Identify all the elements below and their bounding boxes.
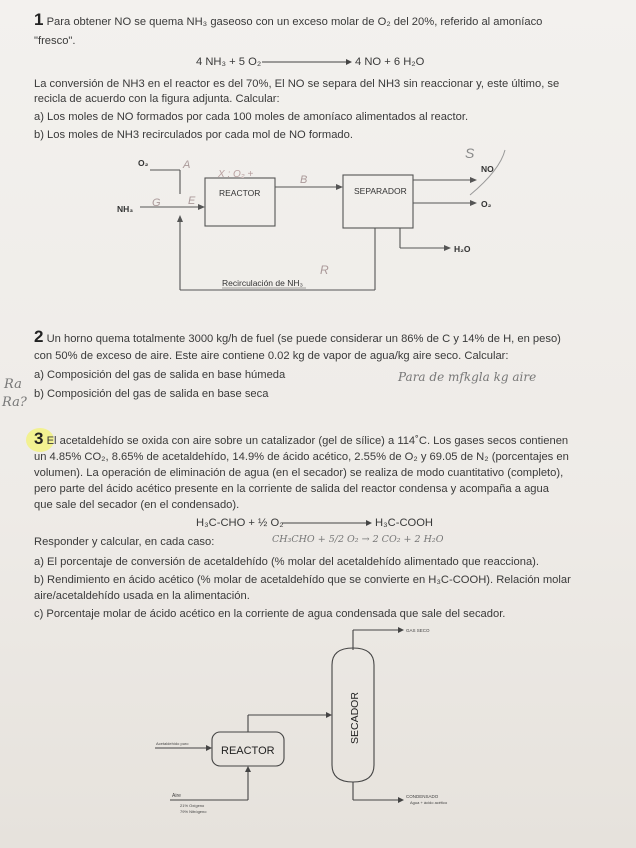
- separator-box: [343, 175, 413, 228]
- problem-1-text-1: Para obtener NO se quema NH₃ gaseoso con un exceso molar de O₂ del 20%, referido al amoníaco: [46, 16, 543, 28]
- hand-label-a: A: [183, 159, 191, 171]
- problem-3-line-6: Responder y calcular, en cada caso:: [34, 536, 215, 548]
- recirculation-label: Recirculación de NH₃: [222, 278, 303, 288]
- problem-3-line-2: un 4.85% CO₂, 8.65% de acetaldehído, 14.9% de ácido acético, 2.55% de O₂ y 69.05 de N₂ (porcentajes en: [34, 451, 569, 463]
- problem-3-number: 3: [34, 429, 44, 448]
- problem-1-question-a: a) Los moles de NO formados por cada 100 moles de amoníaco alimentados al reactor.: [34, 111, 469, 123]
- problem-3-text-1: El acetaldehído se oxida con aire sobre un catalizador (gel de sílice) a 114˚C. Los gases secos contienen: [46, 435, 569, 447]
- hand-label-e: E: [188, 195, 196, 207]
- hand-label-s: S: [465, 145, 475, 161]
- acetaldehyde-label: Acetaldehído puro: [156, 741, 189, 746]
- no-out-label: NO: [481, 164, 494, 174]
- problem-3-line-3: volumen). La operación de eliminación de agua (en el secador) se realiza de modo cuantitativo (completo),: [34, 467, 564, 479]
- reactor-box: [205, 178, 275, 226]
- problem-3-hand-equation: CH₃CHO + 5/2 O₂ → 2 CO₂ + 2 H₂O: [272, 534, 444, 545]
- reactor-3-label: REACTOR: [221, 745, 275, 757]
- problem-3-question-b-1: b) Rendimiento en ácido acético (% molar de acetaldehído que se convierte en H₃C-COOH). Relación molar: [34, 574, 571, 586]
- dryer-label: SECADOR: [349, 692, 361, 744]
- problem-2-number: 2: [34, 327, 44, 346]
- problem-1-number: 1: [34, 10, 44, 29]
- problem-2-hand-margin-1: Ra: [4, 377, 22, 392]
- air-composition-2: 79% Nitrógeno: [180, 809, 207, 814]
- condensate-label-2: Agua + ácido acético: [410, 800, 448, 805]
- problem-1-question-b: b) Los moles de NH3 recirculados por cada mol de NO formado.: [34, 129, 353, 141]
- hand-label-r: R: [320, 263, 329, 277]
- nh3-label: NH₃: [117, 204, 134, 214]
- hand-label-g: G: [152, 197, 161, 209]
- equation-3-arrow: [282, 518, 372, 528]
- hand-label-b: B: [300, 174, 308, 186]
- gas-seco-label: GAS SECO: [406, 628, 430, 633]
- problem-1-line-4: recicla de acuerdo con la figura adjunta. Calcular:: [34, 93, 280, 105]
- problem-1-line-2: "fresco".: [34, 35, 76, 47]
- problem-1-equation-left: 4 NH₃ + 5 O₂: [196, 56, 262, 68]
- hand-note-x: X : O₂ +: [218, 169, 254, 180]
- equation-1-arrow: [262, 57, 352, 67]
- problem-2-hand-note: Para de mfkgla kg aire: [398, 370, 537, 384]
- o2-out-label: O₂: [481, 199, 492, 209]
- problem-3-equation-right: H₃C-COOH: [375, 517, 434, 529]
- problem-3-question-a: a) El porcentaje de conversión de acetaldehído (% molar del acetaldehído alimentado que reacciona).: [34, 556, 539, 568]
- problem-1-line-1: [34, 10, 543, 29]
- problem-2-line-2: con 50% de exceso de aire. Este aire contiene 0.02 kg de vapor de agua/kg aire seco. Calcular:: [34, 350, 509, 362]
- condensate-label: CONDENSADO: [406, 794, 439, 799]
- problem-3-question-b-2: aire/acetaldehído usada en la alimentación.: [34, 590, 250, 602]
- air-label: Aire: [172, 793, 181, 799]
- problem-2-line-1: [34, 327, 561, 346]
- reactor-label: REACTOR: [219, 188, 261, 198]
- problem-2-question-b: b) Composición del gas de salida en base seca: [34, 388, 269, 400]
- problem-1-equation-right: 4 NO + 6 H₂O: [355, 56, 425, 68]
- o2-label: O₂: [138, 158, 149, 168]
- problem-3-line-4: pero parte del ácido acético presente en la corriente de salida del reactor condensa y acompaña a agua: [34, 483, 549, 495]
- problem-2-question-a: a) Composición del gas de salida en base húmeda: [34, 369, 286, 381]
- process-diagram-1: [0, 140, 636, 300]
- problem-3-line-5: que sale del secador (en el condensado).: [34, 499, 240, 511]
- problem-1-line-3: La conversión de NH3 en el reactor es del 70%, El NO se separa del NH3 sin reaccionar y, este último, se: [34, 78, 560, 90]
- separator-label: SEPARADOR: [354, 186, 407, 196]
- h2o-out-label: H₂O: [454, 244, 471, 254]
- problem-2-text-1: Un horno quema totalmente 3000 kg/h de fuel (se puede considerar un 86% de C y 14% de H, en peso): [46, 333, 561, 345]
- problem-3-line-1: [34, 429, 569, 448]
- problem-2-hand-margin-2: Ra?: [2, 395, 27, 410]
- problem-3-question-c: c) Porcentaje molar de ácido acético en la corriente de agua condensada que sale del secador.: [34, 608, 506, 620]
- process-diagram-3: [0, 620, 636, 820]
- problem-3-equation-left: H₃C-CHO + ½ O₂: [196, 517, 284, 529]
- air-composition-1: 21% Oxígeno: [180, 803, 205, 808]
